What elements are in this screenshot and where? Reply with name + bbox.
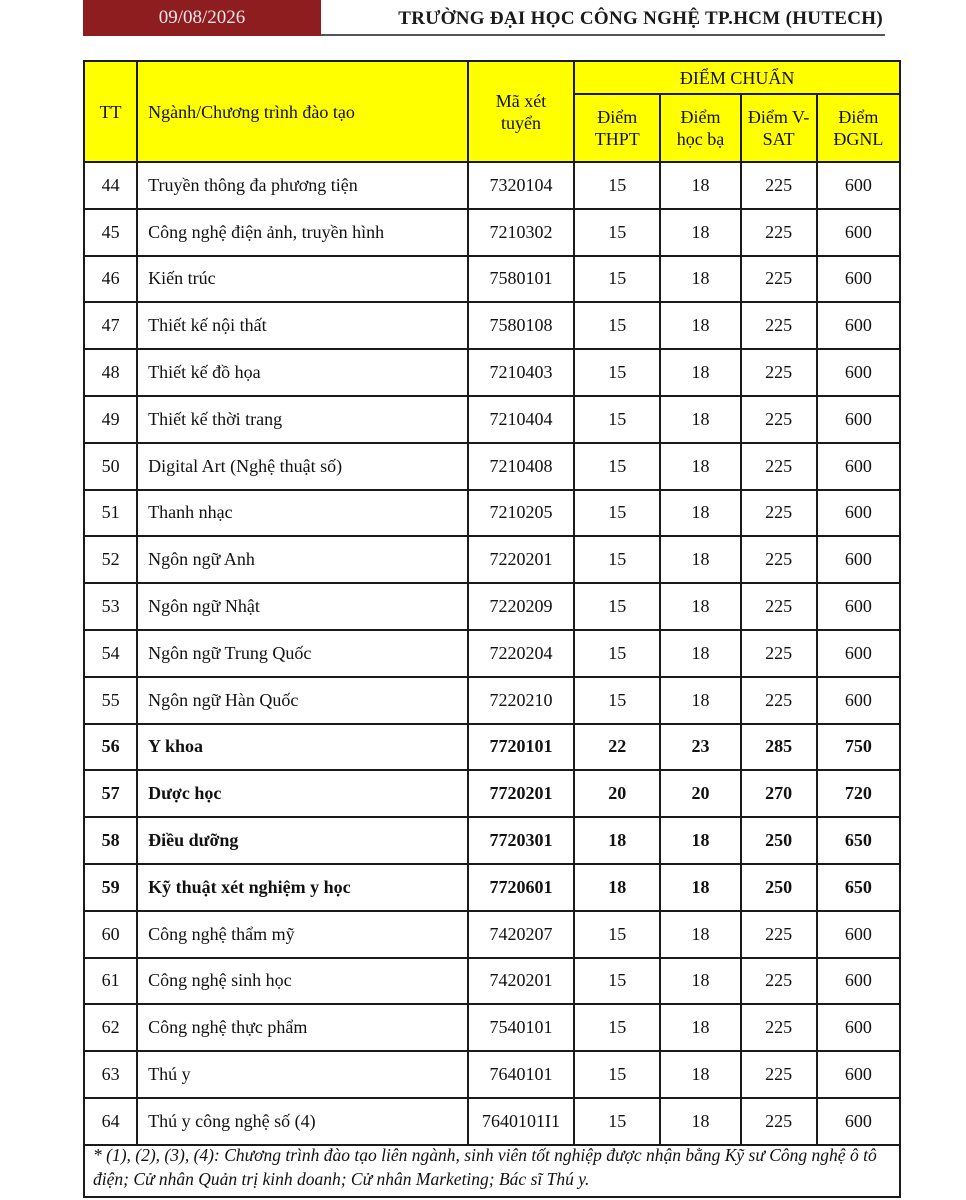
cell-program: Truyền thông đa phương tiện [137, 162, 468, 209]
cell-hocba: 18 [660, 1051, 740, 1098]
cell-dgnl: 600 [817, 490, 900, 537]
table-row [84, 630, 900, 677]
cell-vsat: 225 [741, 349, 817, 396]
cell-vsat: 225 [741, 162, 817, 209]
cell-thpt: 15 [574, 490, 660, 537]
table-row [84, 349, 900, 396]
col-header-code: Mã xét tuyển [468, 61, 574, 162]
col-header-dgnl: Điểm ĐGNL [817, 94, 900, 162]
cell-code: 7210205 [468, 490, 574, 537]
cell-vsat: 250 [741, 817, 817, 864]
cell-vsat: 225 [741, 958, 817, 1005]
table-row [84, 1051, 900, 1098]
cell-code: 7720301 [468, 817, 574, 864]
table-row [84, 677, 900, 724]
cell-hocba: 18 [660, 162, 740, 209]
cell-thpt: 15 [574, 583, 660, 630]
cell-hocba: 18 [660, 677, 740, 724]
cell-dgnl: 600 [817, 349, 900, 396]
cell-tt: 49 [84, 396, 137, 443]
cell-program: Y khoa [137, 724, 468, 771]
cell-thpt: 15 [574, 1098, 660, 1145]
cell-tt: 52 [84, 536, 137, 583]
cell-hocba: 18 [660, 864, 740, 911]
cell-tt: 47 [84, 302, 137, 349]
cell-vsat: 225 [741, 630, 817, 677]
table-row [84, 256, 900, 303]
cell-tt: 51 [84, 490, 137, 537]
cell-code: 7210408 [468, 443, 574, 490]
col-header-program: Ngành/Chương trình đào tạo [137, 61, 468, 162]
cell-thpt: 15 [574, 630, 660, 677]
cell-program: Digital Art (Nghệ thuật số) [137, 443, 468, 490]
cell-vsat: 225 [741, 911, 817, 958]
cell-code: 7420207 [468, 911, 574, 958]
cell-dgnl: 600 [817, 256, 900, 303]
cell-dgnl: 600 [817, 536, 900, 583]
col-header-thpt: Điểm THPT [574, 94, 660, 162]
cell-code: 7540101 [468, 1004, 574, 1051]
cell-hocba: 18 [660, 1098, 740, 1145]
table-row [84, 770, 900, 817]
cell-code: 7220209 [468, 583, 574, 630]
table-row [84, 583, 900, 630]
cell-thpt: 15 [574, 443, 660, 490]
cell-tt: 55 [84, 677, 137, 724]
cell-tt: 62 [84, 1004, 137, 1051]
cell-hocba: 18 [660, 349, 740, 396]
cell-code: 7580108 [468, 302, 574, 349]
cell-dgnl: 600 [817, 209, 900, 256]
table-row [84, 396, 900, 443]
cell-hocba: 18 [660, 490, 740, 537]
cell-vsat: 225 [741, 536, 817, 583]
cell-vsat: 225 [741, 256, 817, 303]
table-row [84, 443, 900, 490]
col-header-hocba: Điểm học bạ [660, 94, 740, 162]
cell-thpt: 15 [574, 349, 660, 396]
cell-dgnl: 600 [817, 958, 900, 1005]
cell-program: Công nghệ thẩm mỹ [137, 911, 468, 958]
cell-vsat: 225 [741, 396, 817, 443]
cell-thpt: 15 [574, 162, 660, 209]
cell-thpt: 18 [574, 817, 660, 864]
cell-code: 7220204 [468, 630, 574, 677]
cell-dgnl: 600 [817, 396, 900, 443]
cell-dgnl: 600 [817, 911, 900, 958]
cell-tt: 48 [84, 349, 137, 396]
cell-hocba: 18 [660, 536, 740, 583]
footnote: * (1), (2), (3), (4): Chương trình đào tạo liên ngành, sinh viên tốt nghiệp được nhận bằng Kỹ sư Công nghệ ô tô điện; Cử nhân Quản trị kinh doanh; Cử nhân Marketing; Bác sĩ Thú y. [83, 1138, 901, 1198]
cell-dgnl: 600 [817, 1098, 900, 1145]
cell-thpt: 15 [574, 256, 660, 303]
cell-thpt: 15 [574, 958, 660, 1005]
cell-thpt: 15 [574, 911, 660, 958]
cell-hocba: 18 [660, 302, 740, 349]
table-row [84, 724, 900, 771]
cell-vsat: 225 [741, 443, 817, 490]
cell-program: Dược học [137, 770, 468, 817]
cell-program: Kỹ thuật xét nghiệm y học [137, 864, 468, 911]
cell-code: 7220210 [468, 677, 574, 724]
cell-dgnl: 600 [817, 1004, 900, 1051]
cell-code: 7720201 [468, 770, 574, 817]
cell-program: Kiến trúc [137, 256, 468, 303]
cell-thpt: 20 [574, 770, 660, 817]
cell-vsat: 225 [741, 1051, 817, 1098]
header-rule [321, 34, 885, 36]
cell-vsat: 225 [741, 209, 817, 256]
cell-program: Ngôn ngữ Anh [137, 536, 468, 583]
cell-program: Công nghệ thực phẩm [137, 1004, 468, 1051]
cell-tt: 61 [84, 958, 137, 1005]
table-body [84, 162, 900, 1145]
cell-hocba: 20 [660, 770, 740, 817]
cell-hocba: 18 [660, 958, 740, 1005]
cell-tt: 45 [84, 209, 137, 256]
cell-dgnl: 600 [817, 1051, 900, 1098]
cell-hocba: 18 [660, 396, 740, 443]
cell-tt: 56 [84, 724, 137, 771]
cell-dgnl: 600 [817, 162, 900, 209]
cell-hocba: 18 [660, 209, 740, 256]
cell-vsat: 225 [741, 1098, 817, 1145]
cell-program: Thú y công nghệ số (4) [137, 1098, 468, 1145]
school-title: TRƯỜNG ĐẠI HỌC CÔNG NGHỆ TP.HCM (HUTECH) [398, 8, 883, 29]
cell-hocba: 18 [660, 817, 740, 864]
table-row [84, 162, 900, 209]
admission-scores-table [83, 60, 901, 1146]
cell-dgnl: 650 [817, 817, 900, 864]
cell-thpt: 15 [574, 536, 660, 583]
cell-program: Thiết kế nội thất [137, 302, 468, 349]
cell-dgnl: 750 [817, 724, 900, 771]
page-header [83, 0, 883, 38]
cell-program: Thú y [137, 1051, 468, 1098]
cell-tt: 54 [84, 630, 137, 677]
cell-vsat: 285 [741, 724, 817, 771]
cell-vsat: 225 [741, 490, 817, 537]
cell-thpt: 15 [574, 209, 660, 256]
cell-hocba: 18 [660, 443, 740, 490]
table-row [84, 817, 900, 864]
cell-tt: 50 [84, 443, 137, 490]
col-header-vsat: Điểm V-SAT [741, 94, 817, 162]
cell-thpt: 15 [574, 396, 660, 443]
table-row [84, 1004, 900, 1051]
col-group-benchmark: ĐIỂM CHUẨN [574, 61, 900, 94]
cell-vsat: 250 [741, 864, 817, 911]
cell-tt: 64 [84, 1098, 137, 1145]
cell-dgnl: 600 [817, 443, 900, 490]
cell-vsat: 225 [741, 302, 817, 349]
cell-dgnl: 600 [817, 302, 900, 349]
cell-tt: 53 [84, 583, 137, 630]
cell-code: 7320104 [468, 162, 574, 209]
table-row [84, 536, 900, 583]
table-row [84, 911, 900, 958]
cell-vsat: 270 [741, 770, 817, 817]
cell-tt: 57 [84, 770, 137, 817]
cell-thpt: 15 [574, 1004, 660, 1051]
cell-tt: 58 [84, 817, 137, 864]
cell-program: Ngôn ngữ Trung Quốc [137, 630, 468, 677]
cell-dgnl: 600 [817, 583, 900, 630]
cell-vsat: 225 [741, 677, 817, 724]
cell-code: 7640101 [468, 1051, 574, 1098]
table-row [84, 864, 900, 911]
date-badge: 09/08/2026 [83, 0, 321, 36]
cell-code: 7210404 [468, 396, 574, 443]
cell-hocba: 18 [660, 256, 740, 303]
cell-tt: 63 [84, 1051, 137, 1098]
cell-code: 7580101 [468, 256, 574, 303]
cell-code: 7210403 [468, 349, 574, 396]
col-header-tt: TT [84, 61, 137, 162]
cell-code: 7210302 [468, 209, 574, 256]
cell-hocba: 18 [660, 630, 740, 677]
cell-thpt: 22 [574, 724, 660, 771]
cell-dgnl: 720 [817, 770, 900, 817]
cell-program: Ngôn ngữ Nhật [137, 583, 468, 630]
cell-thpt: 18 [574, 864, 660, 911]
cell-hocba: 23 [660, 724, 740, 771]
cell-thpt: 15 [574, 677, 660, 724]
cell-hocba: 18 [660, 583, 740, 630]
table-row [84, 209, 900, 256]
cell-code: 7720601 [468, 864, 574, 911]
table-row [84, 490, 900, 537]
cell-dgnl: 650 [817, 864, 900, 911]
cell-vsat: 225 [741, 583, 817, 630]
cell-thpt: 15 [574, 302, 660, 349]
cell-thpt: 15 [574, 1051, 660, 1098]
cell-code: 7640101I1 [468, 1098, 574, 1145]
cell-tt: 59 [84, 864, 137, 911]
cell-program: Công nghệ điện ảnh, truyền hình [137, 209, 468, 256]
table-row [84, 302, 900, 349]
cell-hocba: 18 [660, 911, 740, 958]
cell-code: 7420201 [468, 958, 574, 1005]
cell-code: 7220201 [468, 536, 574, 583]
cell-tt: 44 [84, 162, 137, 209]
cell-program: Thiết kế đồ họa [137, 349, 468, 396]
cell-code: 7720101 [468, 724, 574, 771]
cell-program: Công nghệ sinh học [137, 958, 468, 1005]
cell-program: Thanh nhạc [137, 490, 468, 537]
cell-hocba: 18 [660, 1004, 740, 1051]
cell-tt: 46 [84, 256, 137, 303]
cell-dgnl: 600 [817, 630, 900, 677]
cell-vsat: 225 [741, 1004, 817, 1051]
cell-tt: 60 [84, 911, 137, 958]
cell-dgnl: 600 [817, 677, 900, 724]
table-row [84, 958, 900, 1005]
cell-program: Ngôn ngữ Hàn Quốc [137, 677, 468, 724]
cell-program: Điều dưỡng [137, 817, 468, 864]
cell-program: Thiết kế thời trang [137, 396, 468, 443]
